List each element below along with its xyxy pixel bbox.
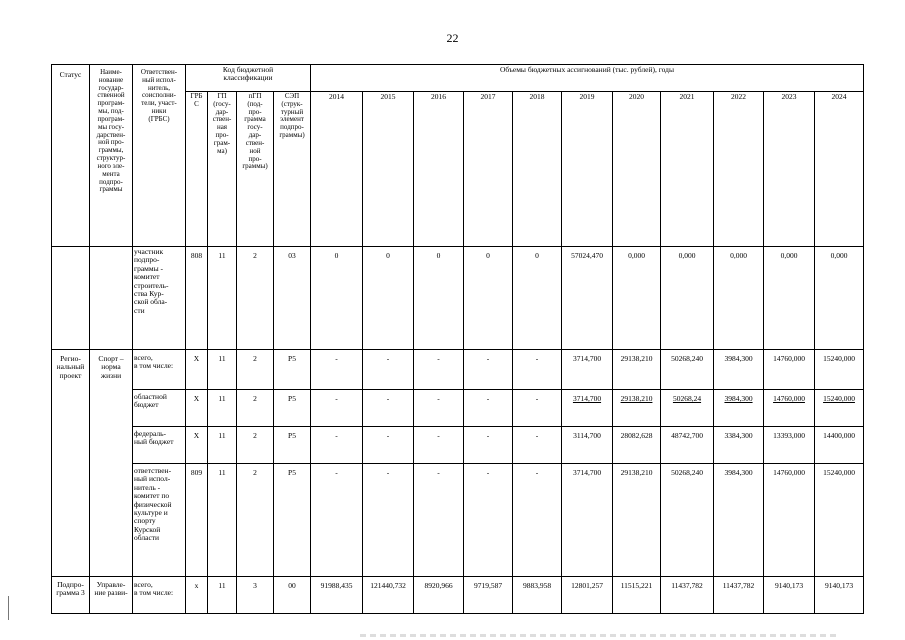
value-cell: -: [363, 464, 414, 577]
pgp-cell: 3: [237, 577, 274, 614]
gp-header: ГП (госу- дар- ствен- ная про- грам- ма): [208, 92, 237, 247]
value-cell: 29138,210: [613, 390, 661, 427]
sep-cell: Р5: [274, 390, 311, 427]
value-cell: 11437,782: [714, 577, 764, 614]
gp-cell: 11: [208, 577, 237, 614]
value-cell: -: [311, 390, 363, 427]
status-cell: Регио- нальный проект: [52, 350, 90, 577]
value-cell: -: [513, 390, 562, 427]
value-cell: 0: [513, 247, 562, 350]
name-cell: Спорт – норма жизни: [90, 350, 133, 577]
value-cell: -: [414, 427, 464, 464]
value-cell: -: [311, 427, 363, 464]
year-header: 2024: [815, 92, 864, 247]
value-cell: 15240,000: [815, 350, 864, 390]
value-cell: 3714,700: [562, 464, 613, 577]
status-cell: [52, 247, 90, 350]
year-header: 2023: [764, 92, 815, 247]
responsible-cell: участник подпро- граммы - комитет строитель- ства Кур- ской обла- сти: [133, 247, 186, 350]
grbs-cell: х: [186, 577, 208, 614]
value-cell: -: [363, 390, 414, 427]
value-cell: 50268,240: [661, 350, 714, 390]
value-cell: 3984,300: [714, 350, 764, 390]
value-cell: 8920,966: [414, 577, 464, 614]
value-cell: 57024,470: [562, 247, 613, 350]
value-cell: 14760,000: [764, 464, 815, 577]
pgp-cell: 2: [237, 464, 274, 577]
value-cell: -: [464, 350, 513, 390]
grbs-cell: Х: [186, 427, 208, 464]
value-cell: -: [513, 427, 562, 464]
value-cell: -: [311, 464, 363, 577]
value-cell: 50268,240: [661, 464, 714, 577]
value-cell: 3714,700: [562, 350, 613, 390]
value-cell: -: [414, 390, 464, 427]
volumes-header: Объемы бюджетных ассигнований (тыс. рублей), годы: [311, 65, 864, 92]
value-cell: 3114,700: [562, 427, 613, 464]
value-cell: -: [363, 427, 414, 464]
grbs-cell: Х: [186, 350, 208, 390]
value-cell: 9140,173: [764, 577, 815, 614]
responsible-cell: областной бюджет: [133, 390, 186, 427]
value-cell: 3714,700: [562, 390, 613, 427]
pgp-cell: 2: [237, 427, 274, 464]
value-cell: 11515,221: [613, 577, 661, 614]
scan-artifact: [360, 634, 840, 637]
value-cell: 91988,435: [311, 577, 363, 614]
value-cell: -: [414, 464, 464, 577]
status-cell: Подпро- грамма 3: [52, 577, 90, 614]
grbs-cell: 809: [186, 464, 208, 577]
header-row: [52, 65, 864, 92]
status-header: Статус: [52, 65, 90, 247]
value-cell: 0: [414, 247, 464, 350]
margin-mark: [8, 596, 9, 620]
value-cell: 3984,300: [714, 464, 764, 577]
value-cell: 28082,628: [613, 427, 661, 464]
table-row: [52, 247, 864, 350]
gp-cell: 11: [208, 247, 237, 350]
year-header: 2018: [513, 92, 562, 247]
value-cell: -: [363, 350, 414, 390]
value-cell: 12801,257: [562, 577, 613, 614]
sep-cell: Р5: [274, 427, 311, 464]
name-header: Наиме- нование государ- ственной програм- мы, под- програм- мы госу- дарствен- ной про- граммы, структур- ного эле- мента подпро- граммы: [90, 65, 133, 247]
sep-cell: Р5: [274, 464, 311, 577]
value-cell: -: [464, 427, 513, 464]
pgp-cell: 2: [237, 247, 274, 350]
value-cell: 14400,000: [815, 427, 864, 464]
value-cell: 29138,210: [613, 350, 661, 390]
value-cell: 0,000: [764, 247, 815, 350]
year-header: 2015: [363, 92, 414, 247]
sep-header: СЭП (струк- турный элемент подпро- граммы): [274, 92, 311, 247]
value-cell: 0: [363, 247, 414, 350]
value-cell: 15240,000: [815, 464, 864, 577]
value-cell: 0: [311, 247, 363, 350]
value-cell: -: [414, 350, 464, 390]
budget-code-header: Код бюджетной классификации: [186, 65, 311, 92]
table-row: [52, 577, 864, 614]
gp-cell: 11: [208, 390, 237, 427]
year-header: 2021: [661, 92, 714, 247]
value-cell: -: [311, 350, 363, 390]
year-header: 2017: [464, 92, 513, 247]
value-cell: -: [464, 390, 513, 427]
value-cell: 13393,000: [764, 427, 815, 464]
value-cell: 14760,000: [764, 390, 815, 427]
year-header: 2016: [414, 92, 464, 247]
name-cell: Управле- ние разви-: [90, 577, 133, 614]
value-cell: -: [513, 464, 562, 577]
value-cell: 11437,782: [661, 577, 714, 614]
responsible-cell: всего, в том числе:: [133, 577, 186, 614]
value-cell: -: [464, 464, 513, 577]
value-cell: 0,000: [714, 247, 764, 350]
value-cell: 121440,732: [363, 577, 414, 614]
value-cell: 0,000: [661, 247, 714, 350]
value-cell: 15240,000: [815, 390, 864, 427]
grbs-cell: 808: [186, 247, 208, 350]
sep-cell: 03: [274, 247, 311, 350]
responsible-header: Ответствен- ный испол- нитель, соисполни- тели, участ- ники (ГРБС): [133, 65, 186, 247]
table-row: [52, 350, 864, 390]
value-cell: 9140,173: [815, 577, 864, 614]
value-cell: -: [513, 350, 562, 390]
gp-cell: 11: [208, 427, 237, 464]
grbs-cell: Х: [186, 390, 208, 427]
sep-cell: 00: [274, 577, 311, 614]
table-row: [52, 390, 864, 427]
grbs-header: ГРБ С: [186, 92, 208, 247]
year-header: 2019: [562, 92, 613, 247]
responsible-cell: федераль- ный бюджет: [133, 427, 186, 464]
pgp-cell: 2: [237, 390, 274, 427]
year-header: 2020: [613, 92, 661, 247]
value-cell: 29138,210: [613, 464, 661, 577]
budget-allocation-table: [51, 64, 864, 614]
value-cell: 50268,24: [661, 390, 714, 427]
pgp-cell: 2: [237, 350, 274, 390]
table-row: [52, 427, 864, 464]
value-cell: 0,000: [815, 247, 864, 350]
name-cell: [90, 247, 133, 350]
gp-cell: 11: [208, 350, 237, 390]
page-number: 22: [446, 31, 459, 45]
value-cell: 14760,000: [764, 350, 815, 390]
table-row: [52, 464, 864, 577]
gp-cell: 11: [208, 464, 237, 577]
value-cell: 9883,958: [513, 577, 562, 614]
year-header: 2022: [714, 92, 764, 247]
value-cell: 3984,300: [714, 390, 764, 427]
value-cell: 0: [464, 247, 513, 350]
value-cell: 0,000: [613, 247, 661, 350]
responsible-cell: всего, в том числе:: [133, 350, 186, 390]
sep-cell: Р5: [274, 350, 311, 390]
value-cell: 9719,587: [464, 577, 513, 614]
responsible-cell: ответствен- ный испол- нитель - комитет по физической культуре и спорту Курской области: [133, 464, 186, 577]
year-header: 2014: [311, 92, 363, 247]
pgp-header: пГП (под- про- грамма госу- дар- ствен- ной про- граммы): [237, 92, 274, 247]
value-cell: 48742,700: [661, 427, 714, 464]
value-cell: 3384,300: [714, 427, 764, 464]
